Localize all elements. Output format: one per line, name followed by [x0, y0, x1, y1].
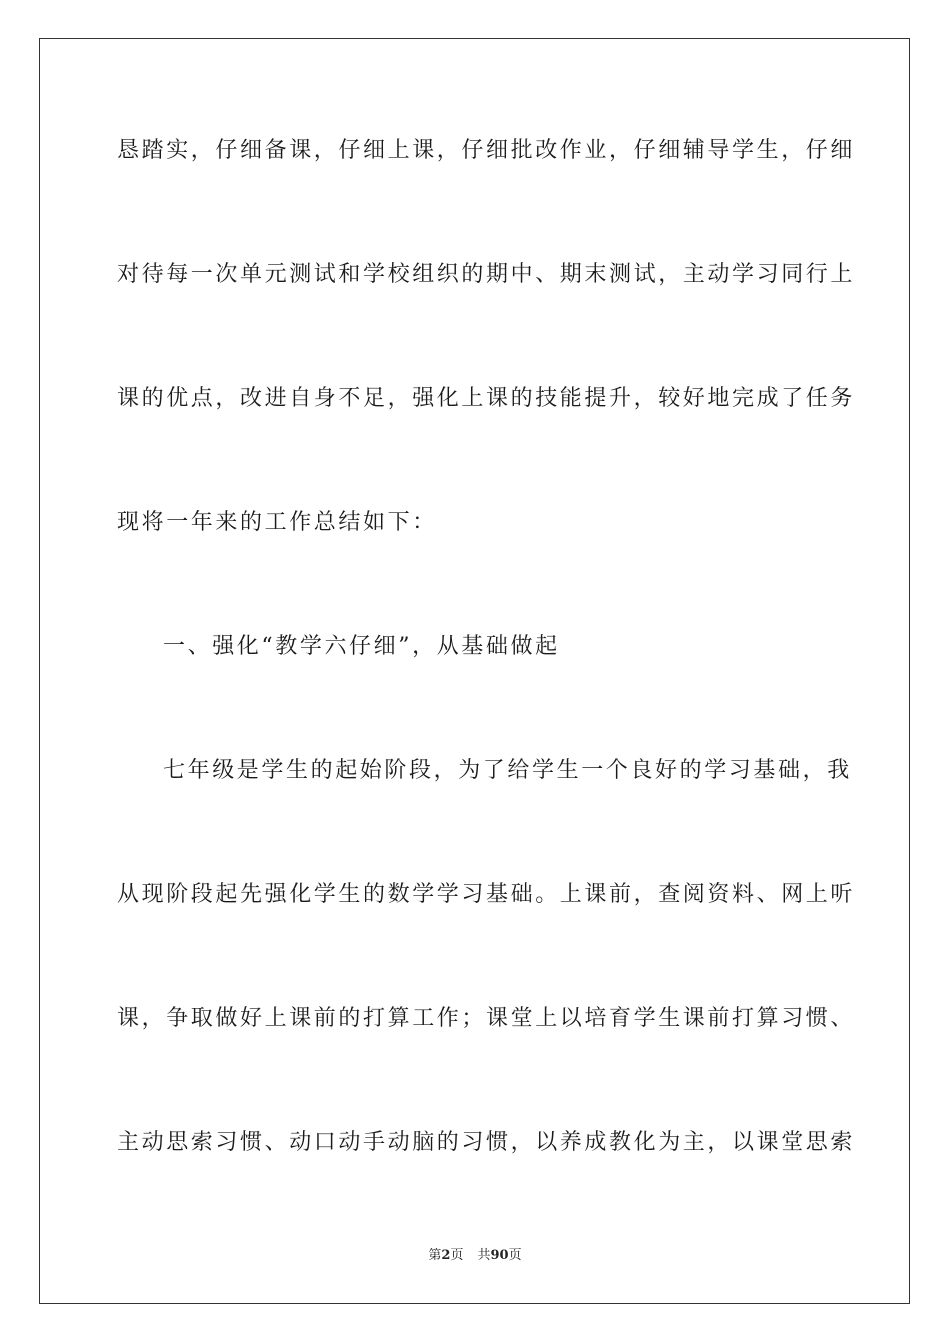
body-line-2: 对待每一次单元测试和学校组织的期中、期末测试，主动学习同行上	[117, 262, 856, 287]
page-footer	[0, 1247, 950, 1265]
footer-page-suffix: 页	[450, 1248, 464, 1263]
body-line-6: 七年级是学生的起始阶段，为了给学生一个良好的学习基础，我	[163, 758, 852, 783]
body-line-9: 主动思索习惯、动口动手动脑的习惯，以养成教化为主，以课堂思索	[117, 1130, 856, 1155]
body-line-7: 从现阶段起先强化学生的数学学习基础。上课前，查阅资料、网上听	[117, 882, 856, 907]
footer-total-number: 90	[490, 1248, 509, 1263]
body-line-4: 现将一年来的工作总结如下：	[117, 510, 437, 535]
body-line-1: 恳踏实，仔细备课，仔细上课，仔细批改作业，仔细辅导学生，仔细	[117, 138, 856, 163]
body-line-8: 课，争取做好上课前的打算工作；课堂上以培育学生课前打算习惯、	[117, 1006, 856, 1031]
footer-page-prefix: 第	[428, 1248, 442, 1263]
footer-page-number: 2	[441, 1248, 451, 1263]
footer-total-prefix: 共	[477, 1248, 491, 1263]
section-heading: 一、强化“教学六仔细”，从基础做起	[163, 634, 560, 659]
page-border	[39, 38, 910, 1304]
footer-total-suffix: 页	[508, 1248, 522, 1263]
body-line-3: 课的优点，改进自身不足，强化上课的技能提升，较好地完成了任务	[117, 386, 856, 411]
